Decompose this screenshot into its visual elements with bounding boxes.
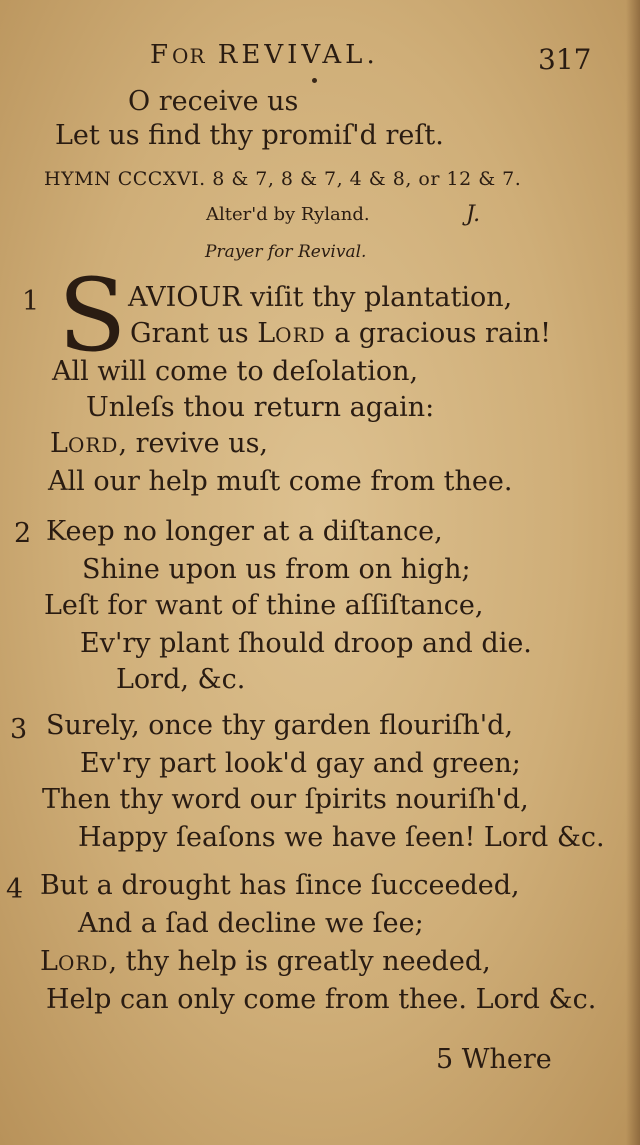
verse-number: 3 — [10, 714, 28, 745]
verse-line: LORD, revive us, — [50, 428, 269, 459]
carryover-line-1: O receive us — [128, 86, 299, 117]
verse-line: Happy ſeaſons we have ſeen! Lord &c. — [78, 822, 605, 853]
verse-line: Grant us LORD a gracious rain! — [130, 318, 551, 349]
verse-number: 2 — [14, 518, 32, 549]
verse-number: 1 — [22, 286, 40, 317]
verse-line: All our help muſt come from thee. — [48, 466, 513, 497]
verse-line: Help can only come from thee. Lord &c. — [46, 984, 597, 1015]
verse-number: 4 — [6, 874, 24, 905]
hymn-attribution: Alter'd by Ryland. — [206, 204, 370, 225]
verse-line: But a drought has ſince ſucceeded, — [40, 870, 520, 901]
drop-cap: S — [58, 257, 127, 374]
verse-line: Ev'ry plant ſhould droop and die. — [80, 628, 532, 659]
page-edge-shadow — [626, 0, 640, 1145]
verse-line: And a ſad decline we ſee; — [78, 908, 424, 939]
carryover-line-2: Let us find thy promiſ'd reſt. — [55, 120, 444, 151]
verse-line: LORD, thy help is greatly needed, — [40, 946, 491, 977]
catchword: 5 Where — [436, 1044, 552, 1075]
verse-line: Lord, &c. — [116, 664, 246, 695]
verse-line: Shine upon us from on high; — [82, 554, 471, 585]
hymn-heading: HYMN CCCXVI. 8 & 7, 8 & 7, 4 & 8, or 12 & 7. — [44, 168, 522, 190]
running-header: FOR REVIVAL. — [150, 40, 379, 70]
verse-line: Then thy word our ſpirits nouriſh'd, — [42, 784, 529, 815]
verse-line: AVIOUR viſit thy plantation, — [128, 282, 513, 313]
page-number: 317 — [538, 43, 592, 76]
verse-line: Keep no longer at a diſtance, — [46, 516, 443, 547]
attribution-initial: J. — [466, 202, 481, 227]
verse-line: Unleſs thou return again: — [86, 392, 435, 423]
verse-line: Ev'ry part look'd gay and green; — [80, 748, 521, 779]
verse-line: Surely, once thy garden flouriſh'd, — [46, 710, 514, 741]
ink-speck — [312, 78, 317, 83]
hymn-subtitle: Prayer for Revival. — [205, 242, 367, 262]
verse-line: Leſt for want of thine aſſiſtance, — [44, 590, 484, 621]
verse-line: All will come to deſolation, — [52, 356, 419, 387]
